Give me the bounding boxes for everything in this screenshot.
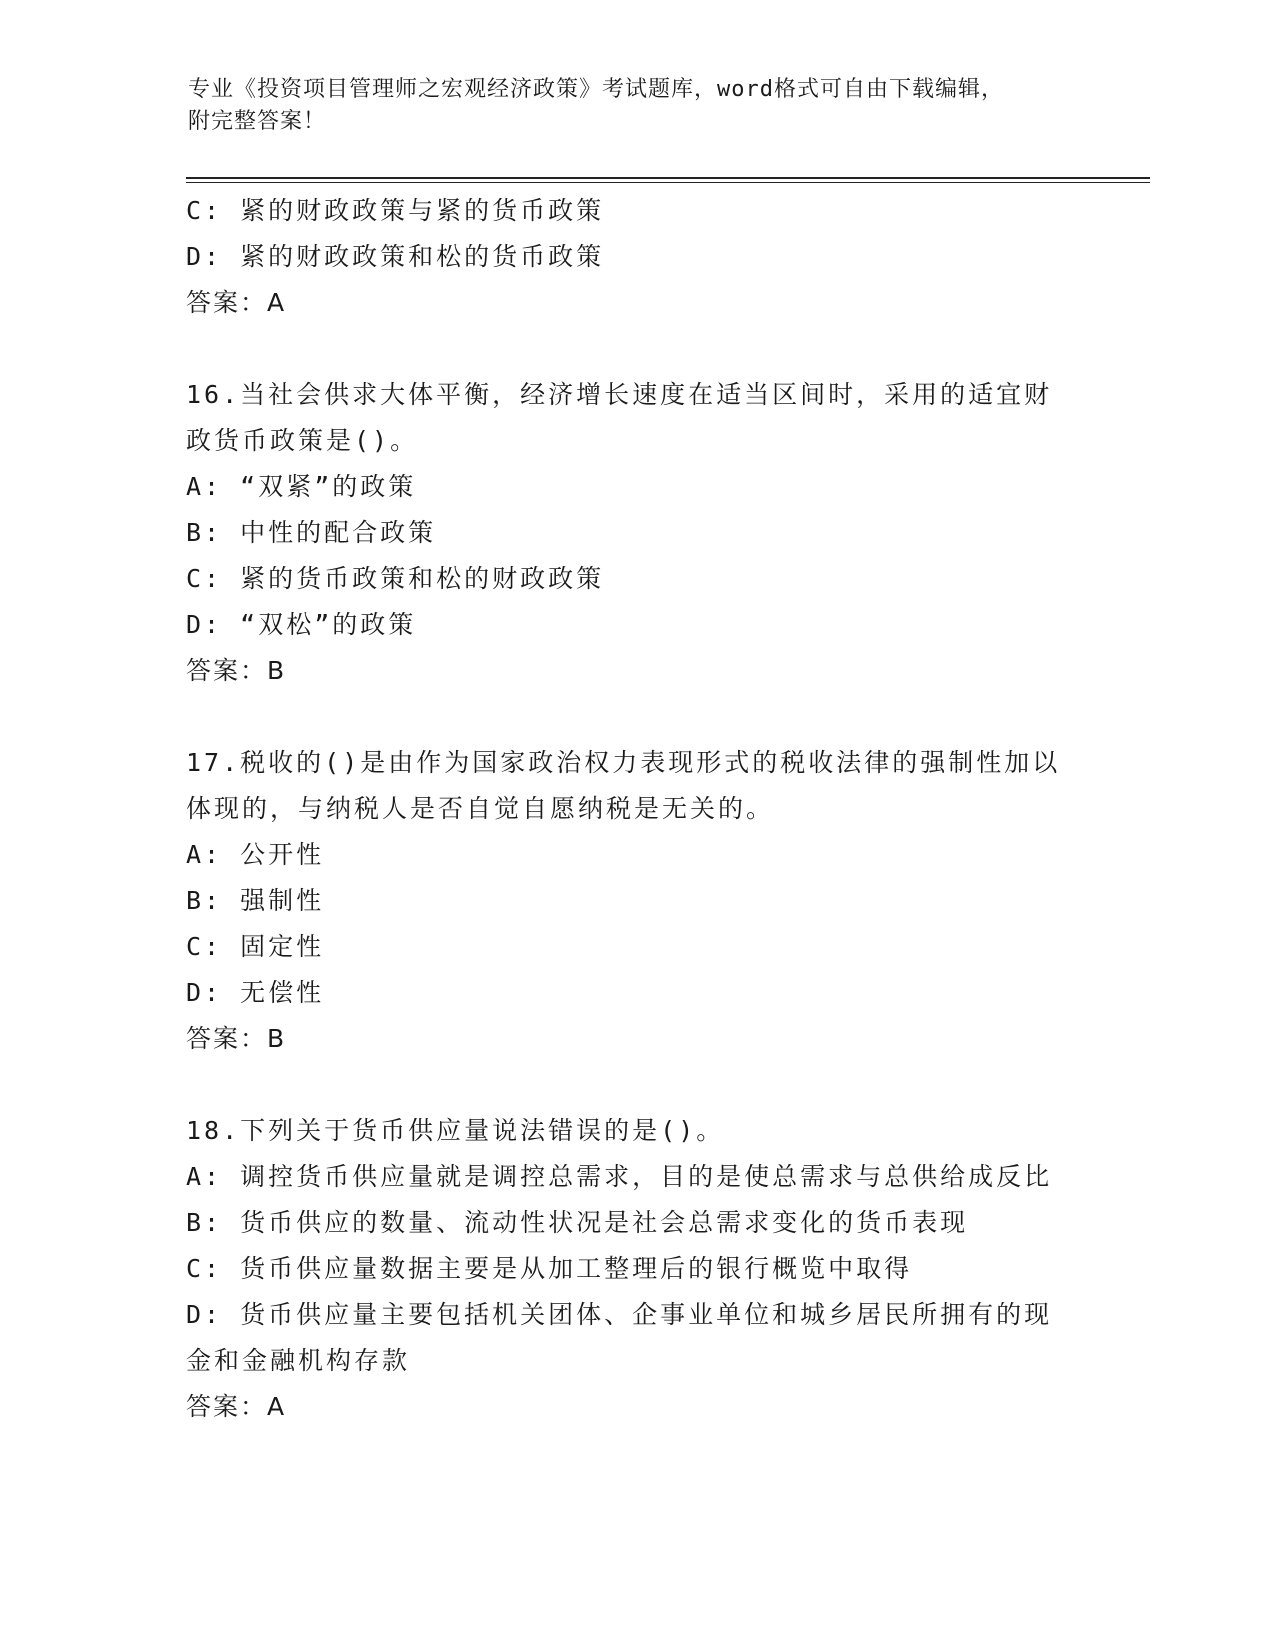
option-a: A: 公开性 (186, 840, 325, 869)
option-d-continued: 金和金融机构存款 (186, 1346, 411, 1375)
answer-line: 答案：A (186, 288, 287, 317)
answer-line: 答案：A (186, 1392, 287, 1421)
option-b: B: 货币供应的数量、流动性状况是社会总需求变化的货币表现 (186, 1208, 969, 1237)
option-c: C: 紧的财政政策与紧的货币政策 (186, 196, 605, 225)
previous-question-tail (186, 188, 1106, 326)
option-d: D: 无偿性 (186, 978, 325, 1007)
option-c: C: 紧的货币政策和松的财政政策 (186, 564, 605, 593)
answer-line: 答案：B (186, 1024, 287, 1053)
option-b: B: 强制性 (186, 886, 325, 915)
option-c: C: 货币供应量数据主要是从加工整理后的银行概览中取得 (186, 1254, 913, 1283)
question-16 (186, 372, 1106, 694)
option-d: D: “双松”的政策 (186, 610, 417, 639)
question-stem: 16.当社会供求大体平衡，经济增长速度在适当区间时，采用的适宜财 (186, 380, 1053, 409)
option-d: D: 紧的财政政策和松的货币政策 (186, 242, 605, 271)
answer-line: 答案：B (186, 656, 287, 685)
question-stem: 17.税收的()是由作为国家政治权力表现形式的税收法律的强制性加以 (186, 748, 1061, 777)
header-divider-thick (186, 177, 1150, 179)
question-18 (186, 1108, 1106, 1430)
question-content (186, 188, 1106, 1430)
question-17 (186, 740, 1106, 1062)
question-stem: 18.下列关于货币供应量说法错误的是()。 (186, 1116, 725, 1145)
option-b: B: 中性的配合政策 (186, 518, 437, 547)
question-stem: 体现的，与纳税人是否自觉自愿纳税是无关的。 (186, 794, 775, 823)
option-a: A: 调控货币供应量就是调控总需求，目的是使总需求与总供给成反比 (186, 1162, 1053, 1191)
option-c: C: 固定性 (186, 932, 325, 961)
header-line-2: 附完整答案！ (188, 109, 327, 134)
option-a: A: “双紧”的政策 (186, 472, 417, 501)
document-header (188, 74, 1068, 138)
header-divider-thin (186, 182, 1150, 183)
question-stem: 政货币政策是()。 (186, 426, 419, 455)
header-line-1: 专业《投资项目管理师之宏观经济政策》考试题库，word格式可自由下载编辑， (188, 77, 1004, 102)
option-d: D: 货币供应量主要包括机关团体、企事业单位和城乡居民所拥有的现 (186, 1300, 1053, 1329)
